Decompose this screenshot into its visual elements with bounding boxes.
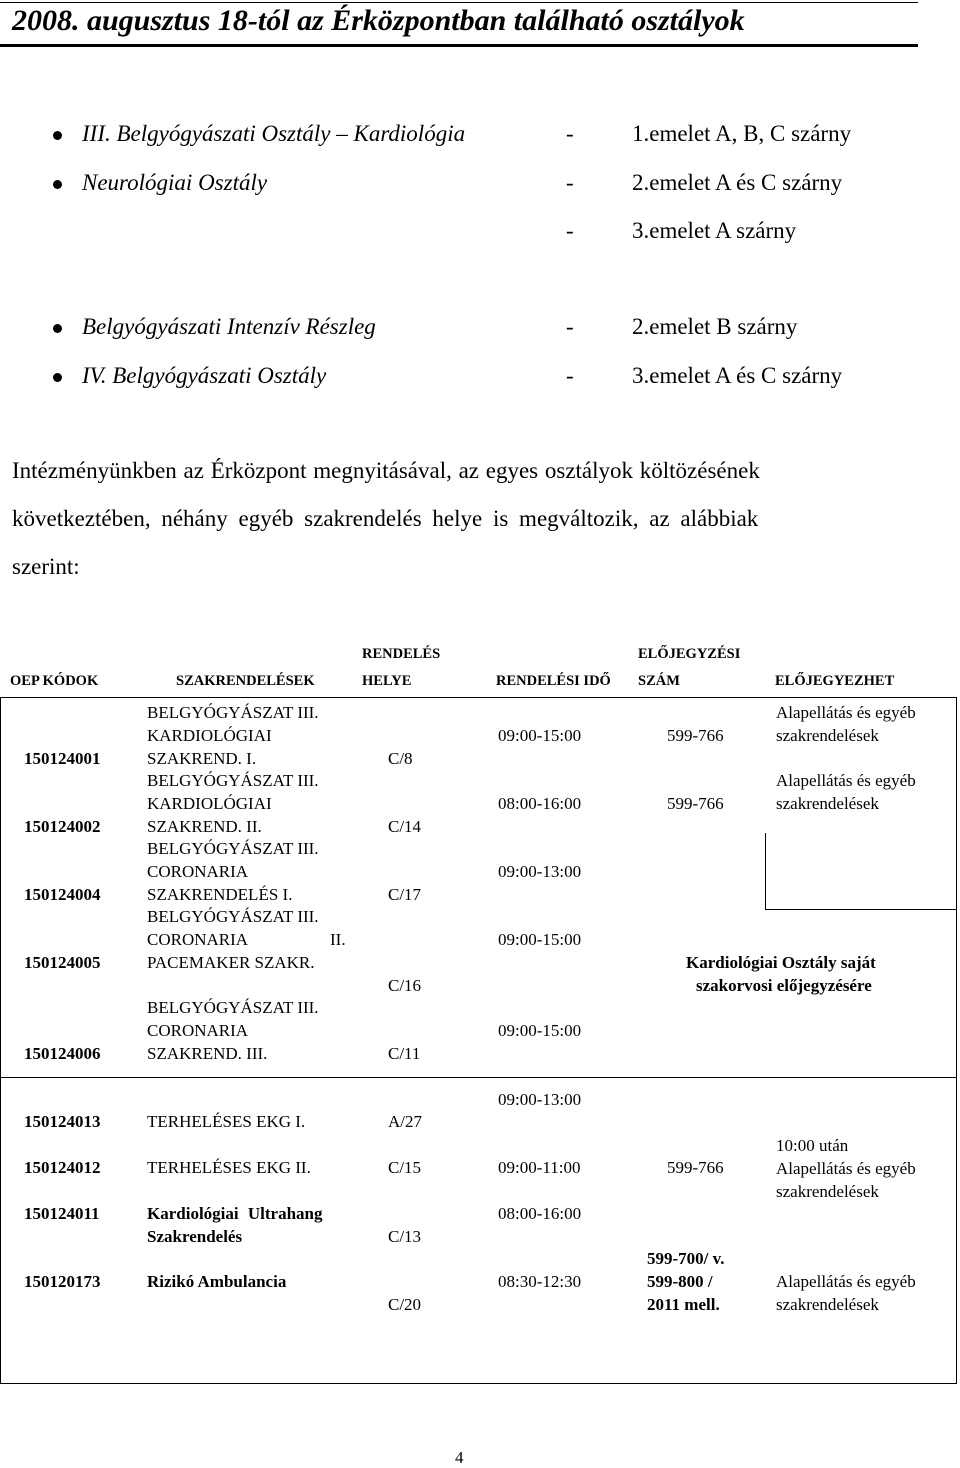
table-border bbox=[0, 697, 1, 1383]
page-title: 2008. augusztus 18-tól az Érközpontban található osztályok bbox=[12, 4, 745, 37]
top-rule bbox=[0, 2, 918, 3]
table-cell: Alapellátás és egyéb bbox=[776, 771, 916, 790]
table-cell: 599-766 bbox=[667, 1158, 724, 1177]
table-cell: 599-766 bbox=[667, 726, 724, 745]
department-floor: 3.emelet A szárny bbox=[632, 218, 797, 243]
table-border bbox=[0, 1383, 957, 1384]
table-cell: 150124013 bbox=[24, 1112, 101, 1131]
table-cell: 599-700/ v. bbox=[647, 1249, 725, 1268]
table-cell: SZAKREND. III. bbox=[147, 1044, 268, 1063]
header-szakrendelesek: SZAKRENDELÉSEK bbox=[176, 673, 315, 689]
paragraph-line: szerint: bbox=[12, 554, 80, 579]
table-cell: PACEMAKER SZAKR. bbox=[147, 953, 315, 972]
table-cell: 2011 mell. bbox=[647, 1295, 720, 1314]
department-name: Neurológiai Osztály bbox=[82, 170, 268, 195]
table-cell: 09:00-15:00 bbox=[498, 930, 582, 949]
table-cell: Rizikó Ambulancia bbox=[147, 1272, 287, 1291]
bullet-icon bbox=[53, 131, 62, 140]
table-cell: 09:00-15:00 bbox=[498, 1021, 582, 1040]
header-helye: RENDELÉS bbox=[362, 646, 441, 662]
table-cell: 150124006 bbox=[24, 1044, 101, 1063]
table-cell: szakrendelések bbox=[776, 1295, 879, 1314]
table-cell: TERHELÉSES EKG I. bbox=[147, 1112, 306, 1131]
table-cell: C/20 bbox=[388, 1295, 422, 1314]
header-ido: RENDELÉSI IDŐ bbox=[496, 673, 611, 689]
table-cell: C/11 bbox=[388, 1044, 421, 1063]
paragraph-line: Intézményünkben az Érközpont megnyitásával, az egyes osztályok költözésének bbox=[12, 458, 760, 483]
table-cell: 150124011 bbox=[24, 1204, 100, 1223]
department-floor: 2.emelet A és C szárny bbox=[632, 170, 843, 195]
table-cell: C/13 bbox=[388, 1227, 422, 1246]
ekg-note: Alapellátás és egyéb bbox=[776, 1159, 916, 1178]
department-name: IV. Belgyógyászati Osztály bbox=[82, 363, 327, 388]
table-cell: szakrendelések bbox=[776, 726, 879, 745]
table-cell: KARDIOLÓGIAI bbox=[147, 794, 272, 813]
table-cell: 08:00-16:00 bbox=[498, 794, 582, 813]
table-cell: 150124001 bbox=[24, 749, 101, 768]
table-cell: A/27 bbox=[388, 1112, 422, 1131]
table-cell: CORONARIA bbox=[147, 862, 249, 881]
department-name: Belgyógyászati Intenzív Részleg bbox=[82, 314, 376, 339]
table-border bbox=[0, 697, 957, 698]
table-cell: BELGYÓGYÁSZAT III. bbox=[147, 907, 319, 926]
table-cell: 09:00-13:00 bbox=[498, 1090, 582, 1109]
dash: - bbox=[566, 170, 574, 195]
table-divider bbox=[765, 833, 766, 909]
header-szam: ELŐJEGYZÉSI bbox=[638, 646, 741, 662]
dash: - bbox=[566, 363, 574, 388]
table-divider bbox=[765, 909, 956, 910]
table-cell: 599-766 bbox=[667, 794, 724, 813]
table-cell: SZAKREND. II. bbox=[147, 817, 262, 836]
header-szam: SZÁM bbox=[638, 673, 680, 689]
page-number: 4 bbox=[455, 1448, 464, 1467]
table-cell: CORONARIA bbox=[147, 930, 249, 949]
table-cell: szakrendelések bbox=[776, 794, 879, 813]
table-cell: 08:00-16:00 bbox=[498, 1204, 582, 1223]
table-cell: 150124012 bbox=[24, 1158, 101, 1177]
bullet-icon bbox=[53, 373, 62, 382]
table-cell: Kardiológiai Ultrahang bbox=[147, 1204, 323, 1223]
table-cell: SZAKRENDELÉS I. bbox=[147, 885, 293, 904]
table-cell: C/15 bbox=[388, 1158, 422, 1177]
department-floor: 3.emelet A és C szárny bbox=[632, 363, 843, 388]
table-cell: KARDIOLÓGIAI bbox=[147, 726, 272, 745]
title-underline bbox=[0, 44, 918, 47]
table-cell: 599-800 / bbox=[647, 1272, 713, 1291]
table-cell: CORONARIA bbox=[147, 1021, 249, 1040]
kardio-note: Kardiológiai Osztály saját bbox=[686, 953, 876, 972]
table-cell: TERHELÉSES EKG II. bbox=[147, 1158, 311, 1177]
table-cell: 09:00-15:00 bbox=[498, 726, 582, 745]
table-cell: 150124004 bbox=[24, 885, 101, 904]
kardio-note: szakorvosi előjegyzésére bbox=[696, 976, 872, 995]
table-cell: Alapellátás és egyéb bbox=[776, 1272, 916, 1291]
table-cell: BELGYÓGYÁSZAT III. bbox=[147, 839, 319, 858]
table-cell: C/8 bbox=[388, 749, 413, 768]
department-floor: 2.emelet B szárny bbox=[632, 314, 798, 339]
dash: - bbox=[566, 218, 574, 243]
table-cell: 150124005 bbox=[24, 953, 101, 972]
table-cell: 150124002 bbox=[24, 817, 101, 836]
header-helye: HELYE bbox=[362, 673, 412, 689]
header-oep: OEP KÓDOK bbox=[10, 673, 99, 689]
table-cell: Alapellátás és egyéb bbox=[776, 703, 916, 722]
ekg-note: 10:00 után bbox=[776, 1136, 849, 1155]
table-cell: SZAKREND. I. bbox=[147, 749, 257, 768]
table-cell: 09:00-11:00 bbox=[498, 1158, 581, 1177]
table-cell: BELGYÓGYÁSZAT III. bbox=[147, 998, 319, 1017]
dash: - bbox=[566, 121, 574, 146]
bullet-icon bbox=[53, 324, 62, 333]
table-cell: BELGYÓGYÁSZAT III. bbox=[147, 703, 319, 722]
table-cell: 09:00-13:00 bbox=[498, 862, 582, 881]
table-cell: Szakrendelés bbox=[147, 1227, 243, 1246]
department-floor: 1.emelet A, B, C szárny bbox=[632, 121, 852, 146]
table-cell: BELGYÓGYÁSZAT III. bbox=[147, 771, 319, 790]
table-cell: 150120173 bbox=[24, 1272, 101, 1291]
table-divider bbox=[0, 1077, 957, 1078]
paragraph-line: következtében, néhány egyéb szakrendelés helye is megváltozik, az alábbiak bbox=[12, 506, 759, 531]
table-cell: C/16 bbox=[388, 976, 422, 995]
bullet-icon bbox=[53, 180, 62, 189]
table-cell: II. bbox=[330, 930, 346, 949]
table-cell: 08:30-12:30 bbox=[498, 1272, 582, 1291]
ekg-note: szakrendelések bbox=[776, 1182, 879, 1201]
table-cell: C/17 bbox=[388, 885, 422, 904]
department-name: III. Belgyógyászati Osztály – Kardiológia bbox=[82, 121, 466, 146]
header-elojegyezhet: ELŐJEGYEZHET bbox=[775, 673, 895, 689]
table-border bbox=[956, 697, 957, 1383]
table-cell: C/14 bbox=[388, 817, 422, 836]
dash: - bbox=[566, 314, 574, 339]
